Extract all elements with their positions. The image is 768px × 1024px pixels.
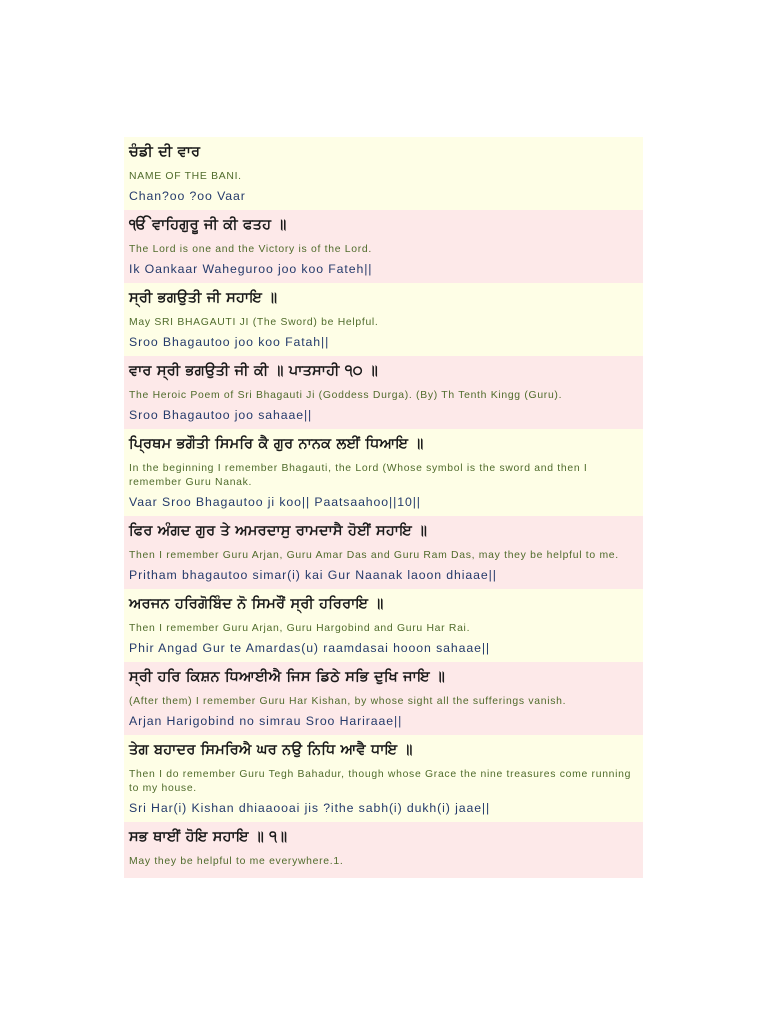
english-translation: Then I remember Guru Arjan, Guru Hargobind and Guru Har Rai. [129, 623, 471, 634]
gurmukhi-line: ਫਿਰ ਅੰਗਦ ਗੁਰ ਤੇ ਅਮਰਦਾਸੁ ਰਾਮਦਾਸੈ ਹੋਈਂ ਸਹਾਇ ॥ [129, 523, 428, 539]
transliteration-line: Sri Har(i) Kishan dhiaaooai jis ?ithe sabh(i) dukh(i) jaae|| [129, 801, 491, 815]
transliteration-line: Ik Oankaar Waheguroo joo koo Fateh|| [129, 262, 373, 276]
gurmukhi-line: ਪ੍ਰਿਥਮ ਭਗੌਤੀ ਸਿਮਰਿ ਕੈ ਗੁਰ ਨਾਨਕ ਲਈਂ ਧਿਆਇ ॥ [129, 436, 424, 452]
gurmukhi-line: ਸ੍ਰੀ ਹਰਿ ਕਿਸ਼ਨ ਧਿਆਈਐ ਜਿਸ ਡਿਠੇ ਸਭਿ ਦੁਖਿ ਜਾਇ ॥ [129, 669, 446, 685]
english-translation: May SRI BHAGAUTI JI (The Sword) be Helpful. [129, 317, 379, 328]
english-translation: In the beginning I remember Bhagauti, the Lord (Whose symbol is the sword and then I remember Guru Nanak. [129, 463, 588, 488]
transliteration-line: Phir Angad Gur te Amardas(u) raamdasai hooon sahaae|| [129, 641, 491, 655]
verse-block [124, 735, 643, 822]
bani-document [124, 137, 643, 878]
verse-block [124, 429, 643, 516]
transliteration-line: Sroo Bhagautoo joo sahaae|| [129, 408, 313, 422]
gurmukhi-line: ੴ ਵਾਹਿਗੁਰੂ ਜੀ ਕੀ ਫਤਹ ॥ [129, 217, 287, 233]
english-translation: NAME OF THE BANI. [129, 171, 242, 182]
verse-block [124, 589, 643, 662]
gurmukhi-line: ਅਰਜਨ ਹਰਿਗੋਬਿੰਦ ਨੋ ਸਿਮਰੌਂ ਸ੍ਰੀ ਹਰਿਰਾਇ ॥ [129, 596, 384, 612]
english-translation: Then I remember Guru Arjan, Guru Amar Das and Guru Ram Das, may they be helpful to me. [129, 550, 619, 561]
english-translation: (After them) I remember Guru Har Kishan, by whose sight all the sufferings vanish. [129, 696, 567, 707]
verse-block [124, 822, 643, 878]
verse-block [124, 516, 643, 589]
transliteration-line: Vaar Sroo Bhagautoo ji koo|| Paatsaahoo||10|| [129, 495, 421, 509]
english-translation: The Lord is one and the Victory is of the Lord. [129, 244, 372, 255]
english-translation: May they be helpful to me everywhere.1. [129, 856, 344, 867]
verse-block [124, 356, 643, 429]
verse-block [124, 662, 643, 735]
transliteration-line: Pritham bhagautoo simar(i) kai Gur Naanak laoon dhiaae|| [129, 568, 497, 582]
verse-block [124, 137, 643, 210]
gurmukhi-line: ਵਾਰ ਸ੍ਰੀ ਭਗਉਤੀ ਜੀ ਕੀ ॥ ਪਾਤਸਾਹੀ ੧੦ ॥ [129, 363, 379, 379]
transliteration-line: Sroo Bhagautoo joo koo Fatah|| [129, 335, 330, 349]
gurmukhi-line: ਤੇਗ ਬਹਾਦਰ ਸਿਮਰਿਐ ਘਰ ਨਉ ਨਿਧਿ ਆਵੈ ਧਾਇ ॥ [129, 742, 413, 758]
english-translation: Then I do remember Guru Tegh Bahadur, though whose Grace the nine treasures come running to my house. [129, 769, 632, 794]
english-translation: The Heroic Poem of Sri Bhagauti Ji (Goddess Durga). (By) Th Tenth Kingg (Guru). [129, 390, 563, 401]
transliteration-line: Arjan Harigobind no simrau Sroo Hariraae|| [129, 714, 403, 728]
verse-block [124, 283, 643, 356]
gurmukhi-line: ਚੰਡੀ ਦੀ ਵਾਰ [129, 144, 201, 160]
gurmukhi-line: ਸ੍ਰੀ ਭਗਉਤੀ ਜੀ ਸਹਾਇ ॥ [129, 290, 278, 306]
gurmukhi-line: ਸਭ ਥਾਈਂ ਹੋਇ ਸਹਾਇ ॥ ੧॥ [129, 829, 288, 845]
transliteration-line: Chan?oo ?oo Vaar [129, 189, 246, 203]
verse-block [124, 210, 643, 283]
